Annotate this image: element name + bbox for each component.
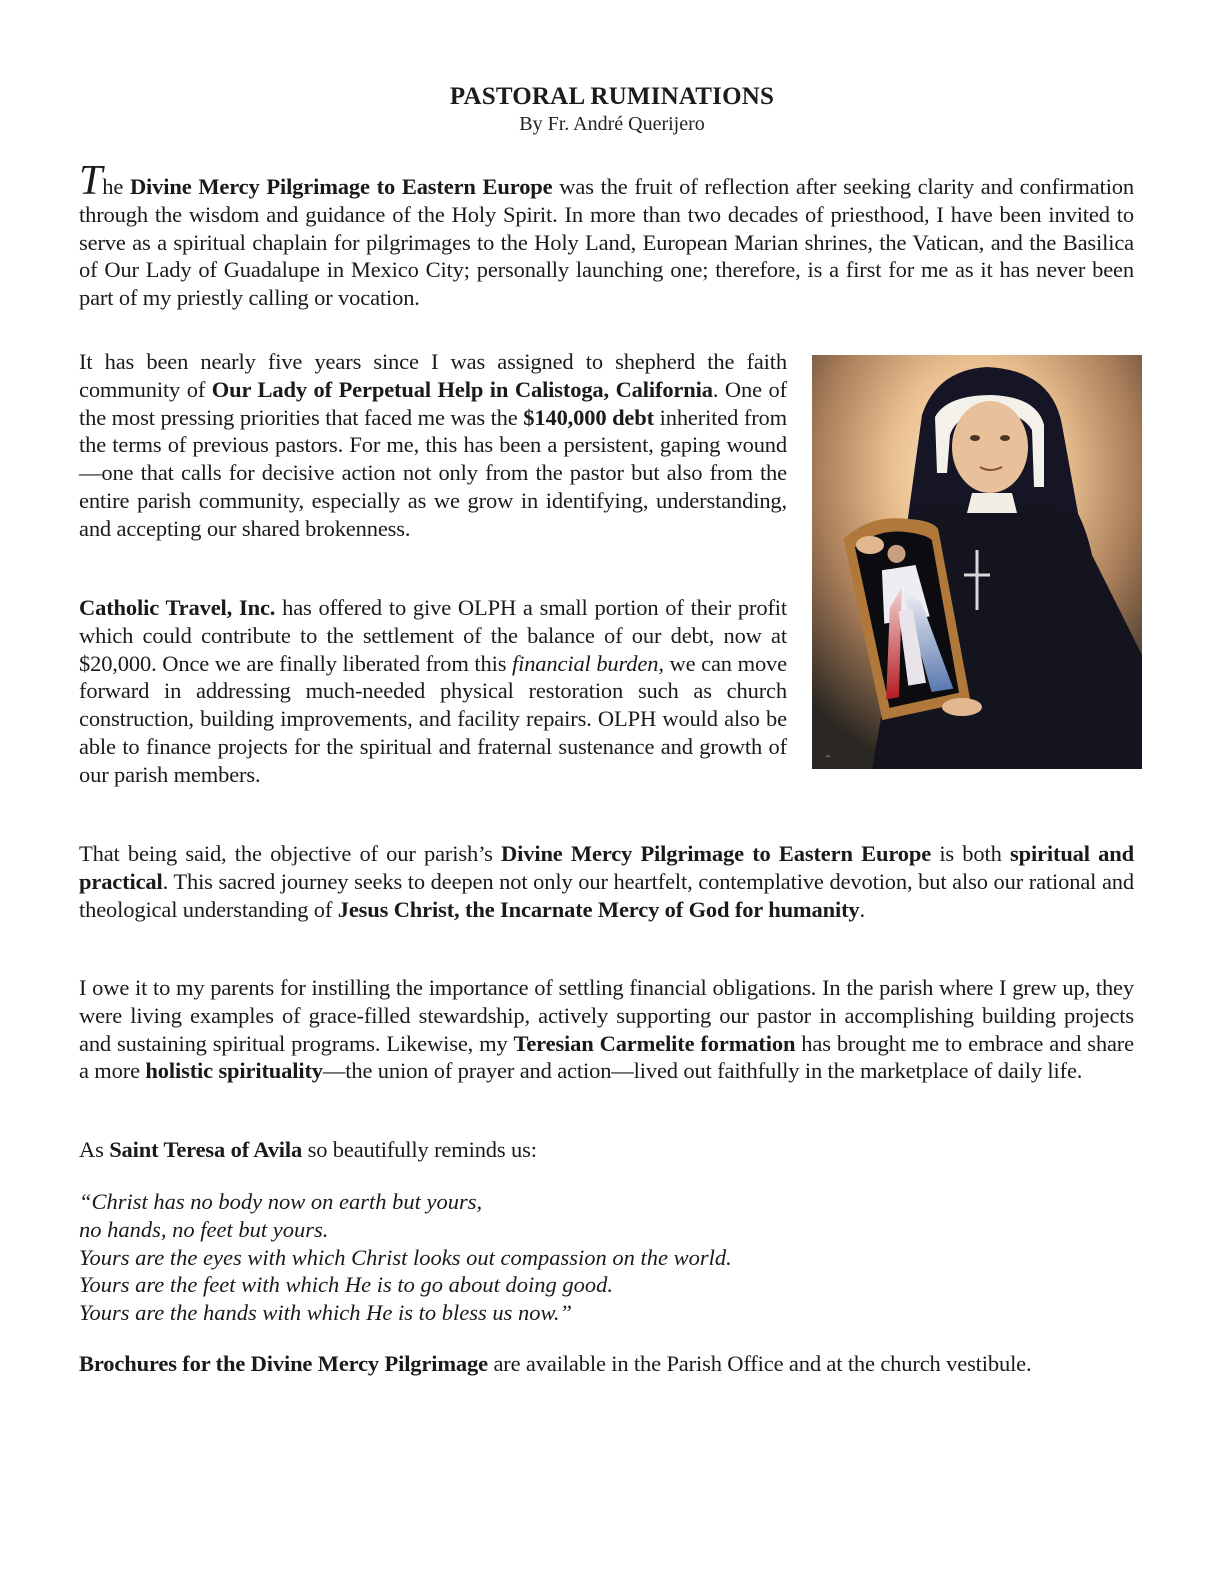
bold-text: Divine Mercy Pilgrimage to Eastern Europe	[129, 174, 553, 199]
bold-text: Jesus Christ, the Incarnate Mercy of God for humanity	[337, 896, 860, 922]
portrait-illustration	[812, 355, 1142, 769]
paragraph-parish-debt	[79, 348, 787, 543]
paragraph-brochures	[79, 1350, 1134, 1378]
saint-faustina-portrait-image	[812, 355, 1142, 769]
paragraph-catholic-travel	[79, 594, 787, 789]
quote-line: “Christ has no body now on earth but yours,	[79, 1189, 483, 1214]
body-text: he	[102, 174, 130, 199]
bold-text: Catholic Travel, Inc.	[79, 595, 276, 620]
bold-text: Our Lady of Perpetual Help in Calistoga, California	[211, 376, 713, 402]
quote-line: Yours are the eyes with which Christ looks out compassion on the world.	[79, 1244, 732, 1270]
quote-line: no hands, no feet but yours.	[79, 1216, 329, 1242]
bold-text: $140,000 debt	[523, 404, 654, 430]
bold-text: Brochures for the Divine Mercy Pilgrimage	[79, 1351, 488, 1376]
paragraph-objective	[79, 840, 1134, 923]
paragraph-teresa-intro	[79, 1136, 1134, 1164]
page-title: PASTORAL RUMINATIONS	[449, 83, 775, 110]
bold-text: Divine Mercy Pilgrimage to Eastern Europe	[501, 841, 932, 866]
drop-cap: T	[79, 158, 103, 204]
bold-text: Saint Teresa of Avila	[109, 1137, 303, 1162]
body-text: has brought me to embrace and share a more	[79, 1030, 1134, 1084]
body-text: inherited from the terms of previous pastors. For me, this has been a persistent, gaping wound—one that calls for decisive action not only from the pastor but also from the entire parish community, especially as we grow in identifying, understanding, and accepting our shared brokenness.	[79, 404, 788, 541]
body-text: so beautifully reminds us:	[302, 1137, 537, 1162]
article-header	[0, 82, 1224, 136]
paragraph-intro	[79, 158, 1134, 312]
bold-text: holistic spirituality	[145, 1058, 323, 1084]
italic-text: financial burden	[512, 650, 659, 676]
body-text: —the union of prayer and action—lived out faithfully in the marketplace of daily life.	[322, 1058, 1083, 1084]
body-text: .	[859, 896, 866, 922]
body-text: is both	[931, 841, 1010, 866]
bold-text: Teresian Carmelite formation	[513, 1030, 796, 1056]
teresa-quote	[79, 1188, 839, 1327]
body-text: has offered to give OLPH a small portion of their profit which could contribute to the settlement of the balance of our debt, now at $20,000. Once we are finally liberated from this	[79, 595, 787, 676]
author-byline: By Fr. André Querijero	[519, 113, 705, 135]
body-text: I owe it to my parents for instilling the importance of settling financial obligations. In the parish where I grew up, they were living examples of grace-filled stewardship, actively supporting our pastor in accomplishing building projects and sustaining spiritual programs. Likewise, my	[79, 975, 1134, 1056]
body-text: . This sacred journey seeks to deepen not only our heartfelt, contemplative devotion, but also our rational and theological understanding of	[79, 868, 1134, 922]
body-text: . One of the most pressing priorities that faced me was the	[79, 376, 787, 430]
body-text: It has been nearly five years since I was assigned to shepherd the faith community of	[79, 349, 787, 402]
body-text: As	[79, 1137, 110, 1162]
quote-line: Yours are the feet with which He is to go about doing good.	[79, 1272, 613, 1298]
quote-line: Yours are the hands with which He is to bless us now.”	[79, 1300, 572, 1326]
svg-text:~: ~	[826, 752, 831, 761]
body-text: , we can move forward in addressing much-needed physical restoration such as church construction, building improvements, and facility repairs. OLPH would also be able to finance projects for the spiritual and fraternal sustenance and growth of our parish members.	[79, 650, 787, 787]
bold-text: spiritual and practical	[79, 841, 1134, 894]
paragraph-parents	[79, 974, 1134, 1085]
body-text: was the fruit of reflection after seeking clarity and confirmation through the wisdom and guidance of the Holy Spirit. In more than two decades of priesthood, I have been invited to serve as a spiritual chaplain for pilgrimages to the Holy Land, European Marian shrines, the Vatican, and the Basilica of Our Lady of Guadalupe in Mexico City; personally launching one; therefore, is a first for me as it has never been part of my priestly calling or vocation.	[79, 174, 1134, 311]
body-text: That being said, the objective of our parish’s	[79, 841, 502, 866]
body-text: are available in the Parish Office and at the church vestibule.	[487, 1351, 1032, 1376]
